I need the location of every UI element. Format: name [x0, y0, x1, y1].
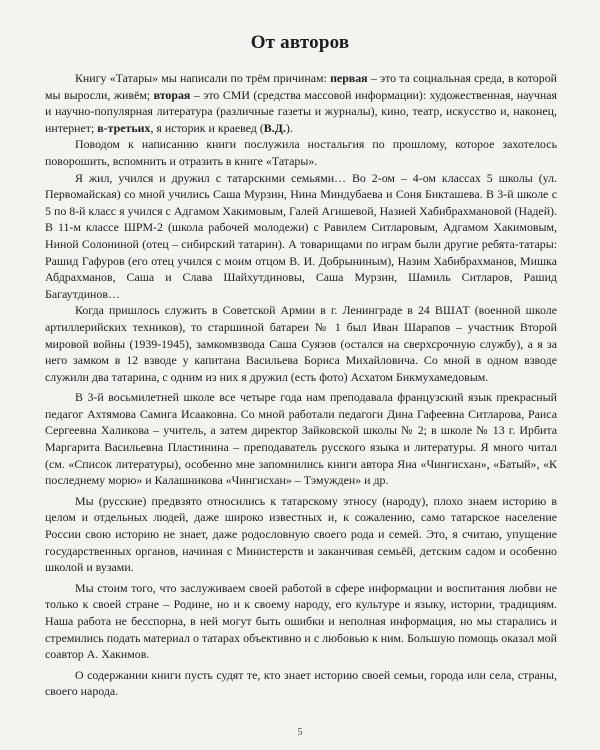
paragraph-reasons [45, 70, 557, 136]
paragraph-history: Мы (русские) предвзято относились к татарскому этносу (народу), плохо знаем историю в целом и отдельных людей, даже широко известных и, к сожалению, само татарское население России свою историю не знает, даже родословную своего рода и семей. Это, я считаю, упущение государственных органов, начиная с Министерств и заканчивая семьёй, детским садом и особенно школой и вузами. [45, 493, 557, 575]
paragraph-army: Когда пришлось служить в Советской Армии в г. Ленинграде в 24 ВШАТ (военной школе артиллерийских техников), то старшиной батареи № 1 был Иван Шарапов – участник Второй мировой войны (1939-1945), замкомвзвода Саша Суязов (остался на сверхсрочную службу), а я за него замком в 12 взводе у капитана Васильева Бориса Михайловича. Со мной в одном взводе служили два татарина, с одним из них я дружил (есть фото) Асхатом Бикмухамедовым. [45, 303, 557, 384]
bold-initials: В.Д. [263, 120, 286, 135]
text-run: , я историк и краевед ( [150, 120, 264, 135]
paragraph-conclusion: О содержании книги пусть судят те, кто знает историю своей семьи, города или села, страны, своего народа. [45, 667, 557, 699]
text-run: ). [285, 120, 293, 135]
text-run: Книгу «Татары» мы написали по трём причинам: [75, 71, 331, 85]
paragraph-nostalgia: Поводом к написанию книги послужила ностальгия по прошлому, которое захотелось поворошить, вспомнить и отразить в книге «Татары». [45, 137, 557, 168]
bold-first: первая [330, 71, 368, 85]
paragraph-work: Мы стоим того, что заслуживаем своей работой в сфере информации и воспитания любви не только к своей стране – Родине, но и к своему народу, его культуре и языку, истории, традициям. Наша работа не бесспорна, в ней могут быть ошибки и неполная информация, но мы старались и стремились подать материал о татарах объективно и с любовью к ним. Большую помощь оказал мой соавтор А. Хакимов. [45, 580, 557, 662]
paragraph-school-friends: Я жил, учился и дружил с татарскими семьями… Во 2-ом – 4-ом классах 5 школы (ул. Первомайская) со мной учились Саша Мурзин, Нина Миндубаева и Соня Бикташева. В 3-й школе с 5 по 8-й класс я учился с Адгамом Хакимовым, Галей Агишевой, Назией Хабибрахмановой (Надей). В 11-м классе ШРМ-2 (школа рабочей молодежи) с Равилем Ситларовым, Адгамом Хакимовым, Ниной Солониной (отец – сибирский татарин). А товарищами по играм были другие ребята-татары: Рашид Гафуров (его отец учился с моим отцом В. И. Добрыниным), Назим Хабибрахманов, Мишка Абдрахманов, Саша и Слава Шайхутдиновы, Саша Мурзин, Шамиль Ситларов, Рашид Багаутдинов… [45, 170, 557, 301]
text-run: – это та социальная среда, в которой мы выросли, живём; [45, 71, 557, 102]
bold-second: вторая [153, 87, 191, 102]
text-run: – это СМИ (средства массовой информации): художественная, научная и научно-популярная литература (различные газеты и журналы), кино, театр, искусство и, наконец, интернет; [45, 87, 557, 135]
body-text [45, 70, 557, 700]
bold-third: в-третьих [97, 120, 151, 135]
page-number: 5 [297, 727, 303, 738]
page-title: От авторов [250, 32, 350, 53]
paragraph-teachers: В 3-й восьмилетней школе все четыре года нам преподавала французский язык прекрасный педагог Ахтямова Самига Исааковна. Со мной работали педагоги Дина Гафеевна Ситларова, Раиса Сергеевна Халикова – учитель, а затем директор Зайковской школы № 2; в школе № 13 г. Ирбита Маргарита Васильевна Пластинина – преподаватель русского языка и литературы. Я много читал (см. «Список литературы), особенно мне запомнились книги автора Яна «Чингисхан», «Батый», «К последнему морю» и Калашникова «Чингисхан» – Тэмужден» и др. [45, 390, 557, 488]
